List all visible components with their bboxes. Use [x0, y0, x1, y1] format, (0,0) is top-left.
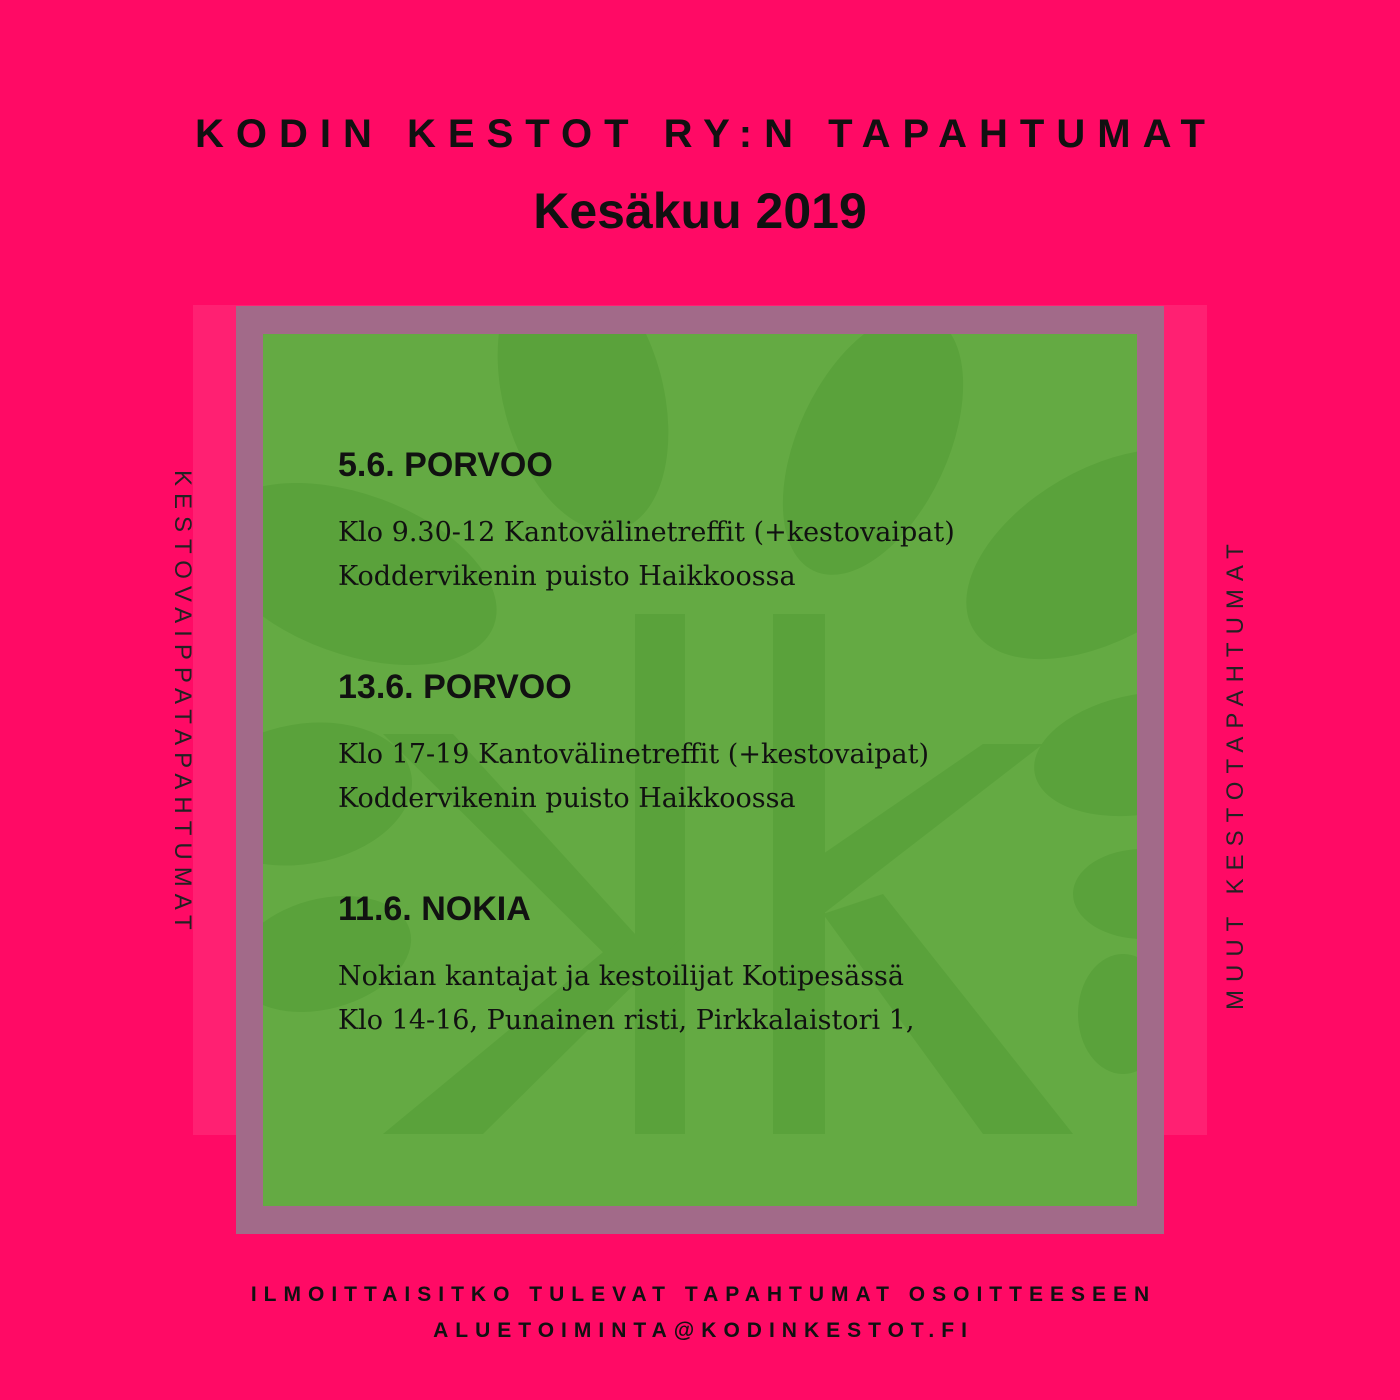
event-panel — [263, 334, 1137, 1206]
page-subtitle: Kesäkuu 2019 — [533, 183, 867, 239]
event-location: Koddervikenin puisto Haikkoossa — [338, 783, 796, 814]
event-item — [338, 446, 1118, 599]
page-title: KODIN KESTOT RY:N TAPAHTUMAT — [195, 112, 1217, 156]
event-description: Nokian kantajat ja kestoilijat Kotipesässä — [338, 961, 905, 992]
event-title: 5.6. PORVOO — [338, 446, 553, 484]
event-title: 11.6. NOKIA — [338, 890, 531, 928]
event-time: Klo 17-19 Kantovälinetreffit (+kestovaipat) — [338, 739, 930, 770]
event-title: 13.6. PORVOO — [338, 668, 572, 706]
side-label-right: MUUT KESTOTAPAHTUMAT — [1222, 536, 1249, 1010]
event-item — [338, 668, 1118, 821]
footer-email: ALUETOIMINTA@KODINKESTOT.FI — [433, 1319, 974, 1342]
event-time: Klo 9.30-12 Kantovälinetreffit (+kestovaipat) — [338, 517, 955, 548]
event-location: Klo 14-16, Punainen risti, Pirkkalaistori 1, — [338, 1005, 915, 1036]
event-item — [338, 890, 1118, 1043]
event-location: Koddervikenin puisto Haikkoossa — [338, 561, 796, 592]
footer-note: ILMOITTAISITKO TULEVAT TAPAHTUMAT OSOITTEESEEN — [250, 1283, 1157, 1306]
side-label-left: KESTOVAIPPATAPAHTUMAT — [169, 470, 196, 937]
